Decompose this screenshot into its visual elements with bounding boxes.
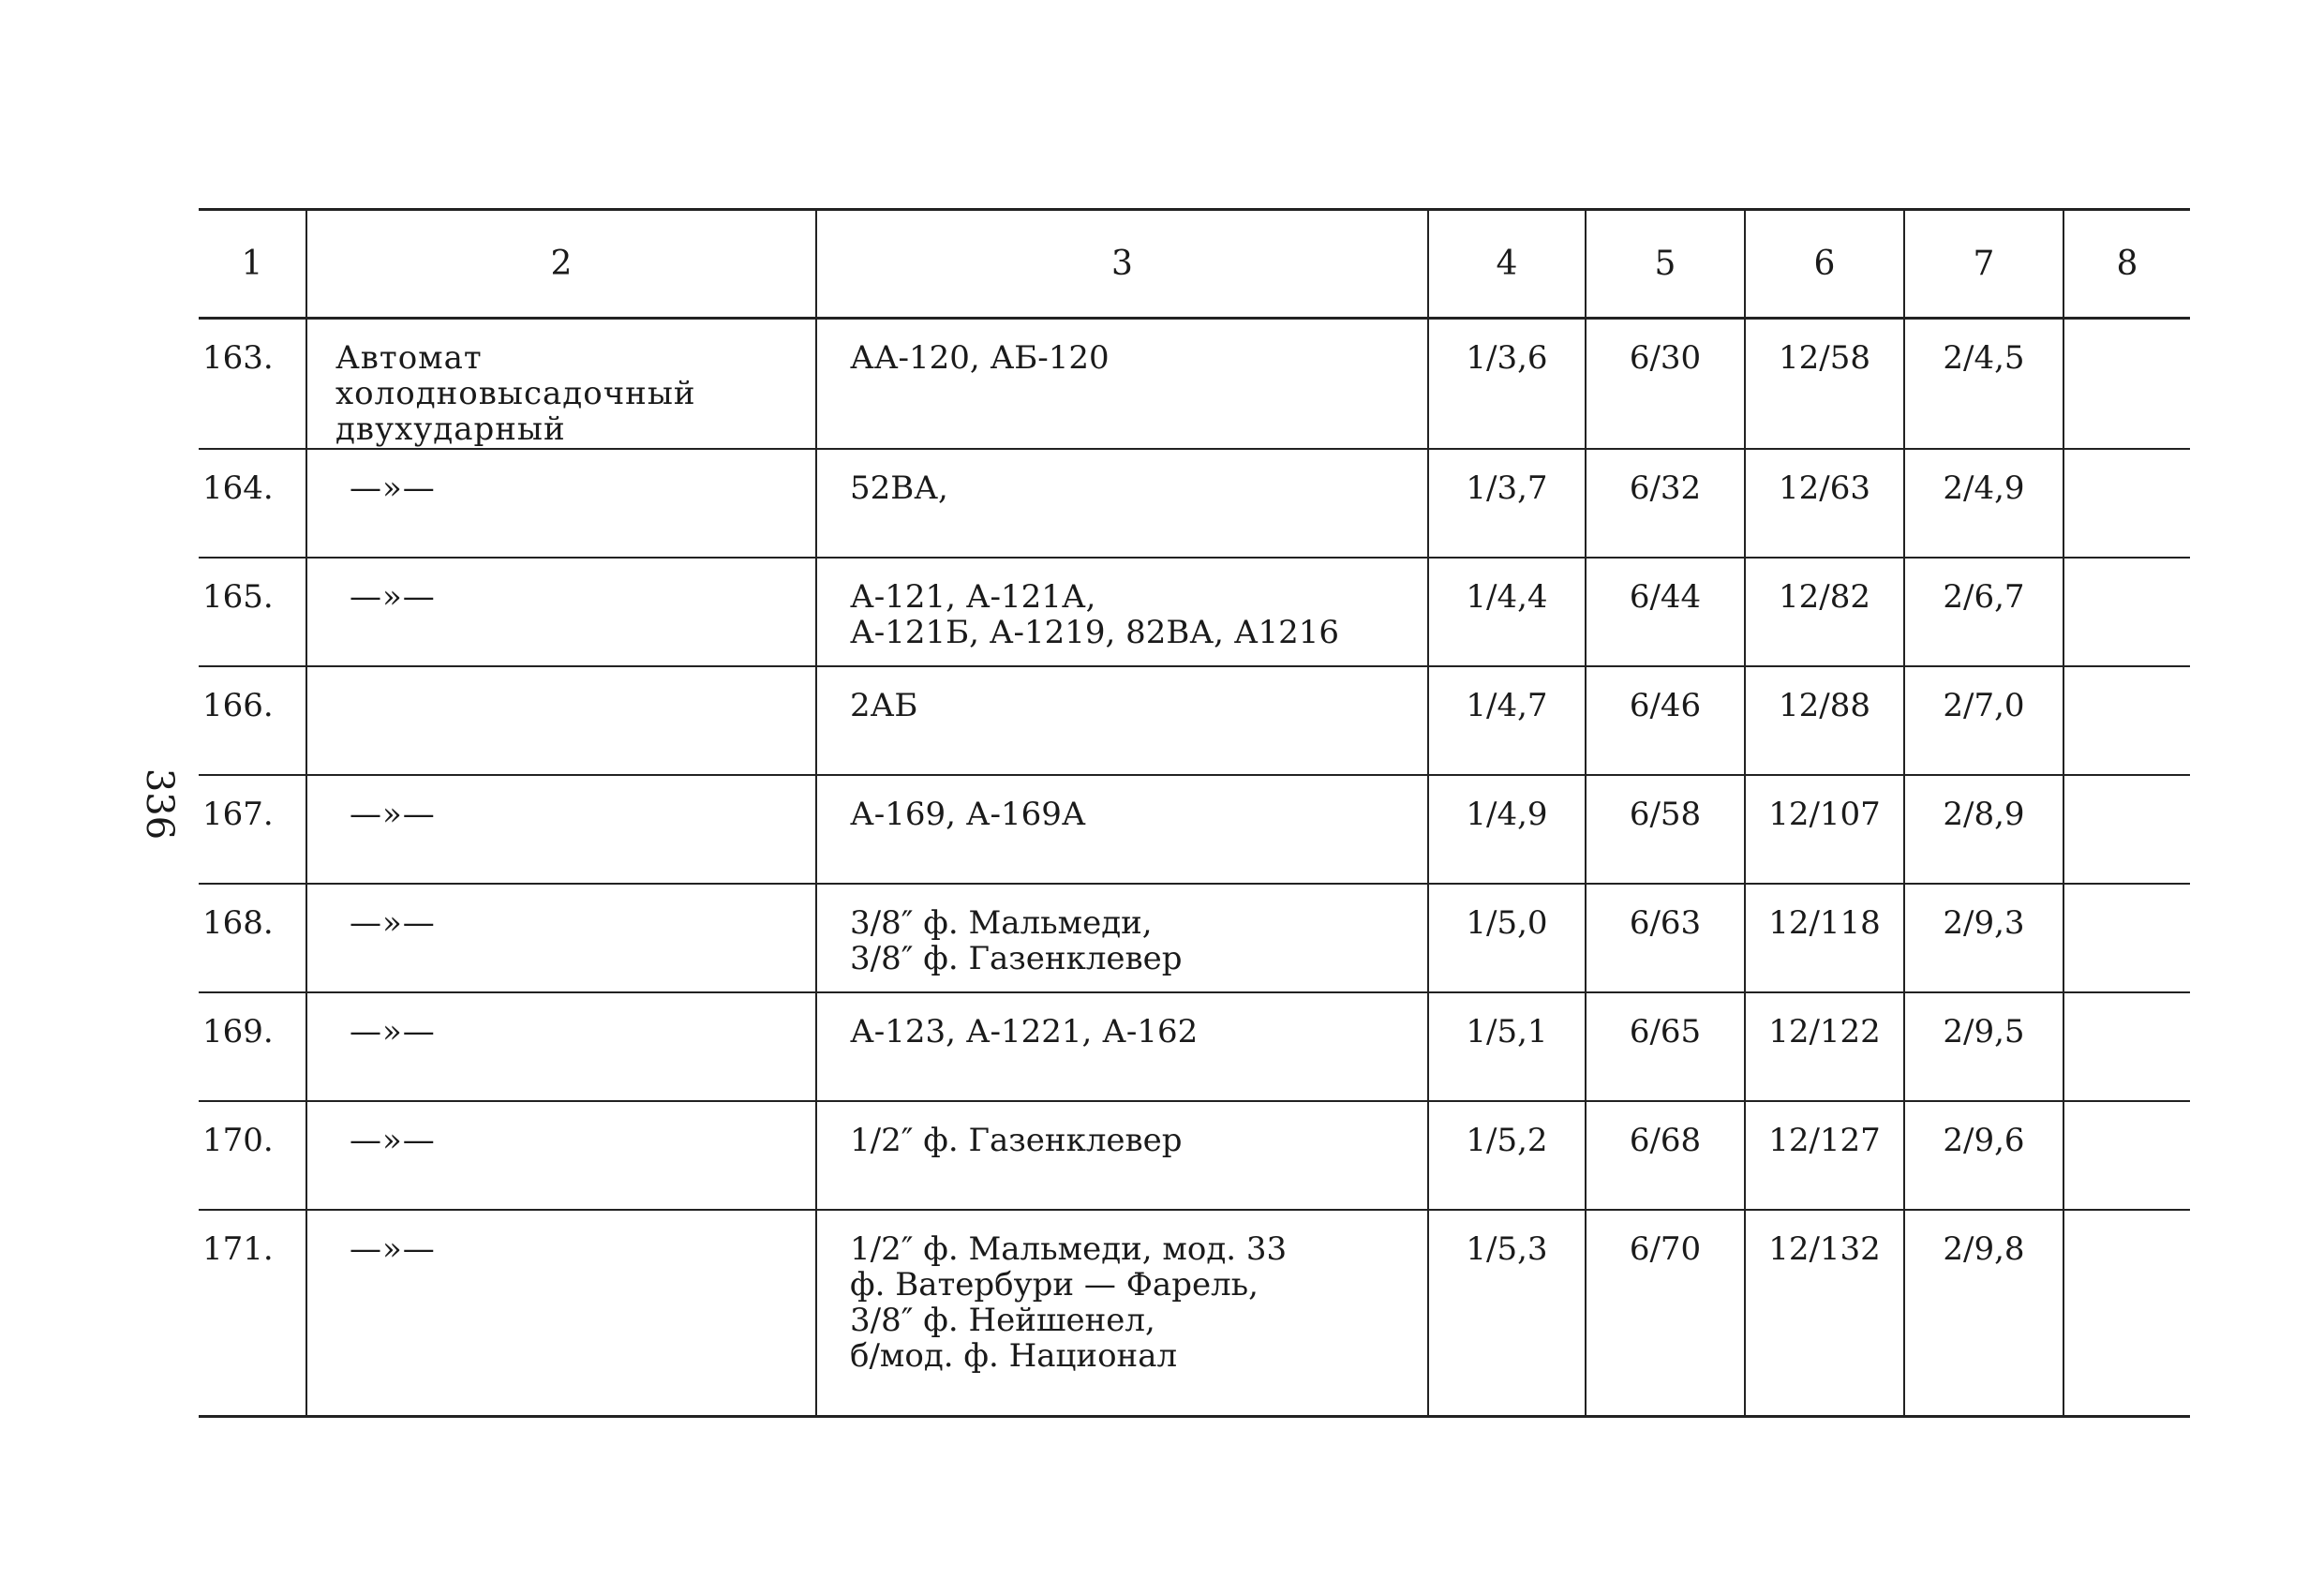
value-col-5: 6/32 (1586, 449, 1745, 558)
table-row (199, 558, 2190, 666)
equipment-model: 1/2″ ф. Мальмеди, мод. 33 ф. Ватербури — Фарель, 3/8″ ф. Нейшенел, б/мод. ф. Национал (816, 1210, 1428, 1416)
value-col-8 (2063, 775, 2190, 884)
equipment-table-container (199, 208, 2190, 1418)
table-row (199, 1101, 2190, 1210)
value-col-8 (2063, 1101, 2190, 1210)
table-row (199, 1210, 2190, 1416)
value-col-6: 12/82 (1745, 558, 1904, 666)
equipment-model: 2АБ (816, 666, 1428, 775)
row-number: 164. (199, 449, 306, 558)
equipment-name (306, 666, 816, 775)
column-header-3: 3 (816, 210, 1428, 319)
value-col-7: 2/4,5 (1904, 319, 2063, 450)
table-row (199, 666, 2190, 775)
value-col-6: 12/63 (1745, 449, 1904, 558)
value-col-4: 1/5,0 (1428, 884, 1586, 992)
equipment-model: 52ВА, (816, 449, 1428, 558)
value-col-5: 6/46 (1586, 666, 1745, 775)
value-col-8 (2063, 666, 2190, 775)
column-header-2: 2 (306, 210, 816, 319)
value-col-6: 12/58 (1745, 319, 1904, 450)
equipment-name: —»— (306, 775, 816, 884)
equipment-name: —»— (306, 1101, 816, 1210)
table-row (199, 884, 2190, 992)
value-col-7: 2/9,3 (1904, 884, 2063, 992)
value-col-8 (2063, 884, 2190, 992)
equipment-model: 3/8″ ф. Мальмеди, 3/8″ ф. Газенклевер (816, 884, 1428, 992)
value-col-7: 2/9,6 (1904, 1101, 2063, 1210)
equipment-name: —»— (306, 1210, 816, 1416)
table-row (199, 992, 2190, 1101)
equipment-name: Автомат холодновысадочный двухударный (306, 319, 816, 450)
value-col-4: 1/4,4 (1428, 558, 1586, 666)
table-row (199, 319, 2190, 450)
equipment-model: А-121, А-121А, А-121Б, А-1219, 82ВА, А1216 (816, 558, 1428, 666)
equipment-model: А-169, А-169А (816, 775, 1428, 884)
equipment-name: —»— (306, 992, 816, 1101)
equipment-name: —»— (306, 884, 816, 992)
value-col-6: 12/118 (1745, 884, 1904, 992)
row-number: 171. (199, 1210, 306, 1416)
table-header (199, 210, 2190, 319)
value-col-8 (2063, 992, 2190, 1101)
column-header-1: 1 (199, 210, 306, 319)
row-number: 170. (199, 1101, 306, 1210)
equipment-table (199, 208, 2190, 1418)
value-col-8 (2063, 319, 2190, 450)
value-col-5: 6/65 (1586, 992, 1745, 1101)
value-col-6: 12/107 (1745, 775, 1904, 884)
value-col-4: 1/3,6 (1428, 319, 1586, 450)
page-number: 336 (138, 767, 181, 841)
value-col-6: 12/127 (1745, 1101, 1904, 1210)
value-col-4: 1/4,9 (1428, 775, 1586, 884)
equipment-name: —»— (306, 558, 816, 666)
value-col-7: 2/4,9 (1904, 449, 2063, 558)
value-col-4: 1/5,1 (1428, 992, 1586, 1101)
value-col-5: 6/70 (1586, 1210, 1745, 1416)
value-col-6: 12/122 (1745, 992, 1904, 1101)
row-number: 167. (199, 775, 306, 884)
value-col-8 (2063, 449, 2190, 558)
table-body (199, 319, 2190, 1417)
column-header-7: 7 (1904, 210, 2063, 319)
value-col-4: 1/5,3 (1428, 1210, 1586, 1416)
row-number: 166. (199, 666, 306, 775)
value-col-7: 2/9,8 (1904, 1210, 2063, 1416)
value-col-7: 2/9,5 (1904, 992, 2063, 1101)
equipment-model: АА-120, АБ-120 (816, 319, 1428, 450)
header-row (199, 210, 2190, 319)
value-col-7: 2/7,0 (1904, 666, 2063, 775)
row-number: 163. (199, 319, 306, 450)
value-col-8 (2063, 558, 2190, 666)
value-col-6: 12/132 (1745, 1210, 1904, 1416)
value-col-7: 2/8,9 (1904, 775, 2063, 884)
equipment-name: —»— (306, 449, 816, 558)
column-header-8: 8 (2063, 210, 2190, 319)
value-col-4: 1/5,2 (1428, 1101, 1586, 1210)
column-header-6: 6 (1745, 210, 1904, 319)
value-col-5: 6/68 (1586, 1101, 1745, 1210)
value-col-4: 1/4,7 (1428, 666, 1586, 775)
table-row (199, 775, 2190, 884)
equipment-model: А-123, А-1221, А-162 (816, 992, 1428, 1101)
column-header-4: 4 (1428, 210, 1586, 319)
value-col-5: 6/44 (1586, 558, 1745, 666)
value-col-5: 6/58 (1586, 775, 1745, 884)
equipment-model: 1/2″ ф. Газенклевер (816, 1101, 1428, 1210)
table-row (199, 449, 2190, 558)
value-col-5: 6/30 (1586, 319, 1745, 450)
column-header-5: 5 (1586, 210, 1745, 319)
row-number: 168. (199, 884, 306, 992)
row-number: 169. (199, 992, 306, 1101)
value-col-7: 2/6,7 (1904, 558, 2063, 666)
value-col-8 (2063, 1210, 2190, 1416)
row-number: 165. (199, 558, 306, 666)
value-col-6: 12/88 (1745, 666, 1904, 775)
value-col-5: 6/63 (1586, 884, 1745, 992)
value-col-4: 1/3,7 (1428, 449, 1586, 558)
